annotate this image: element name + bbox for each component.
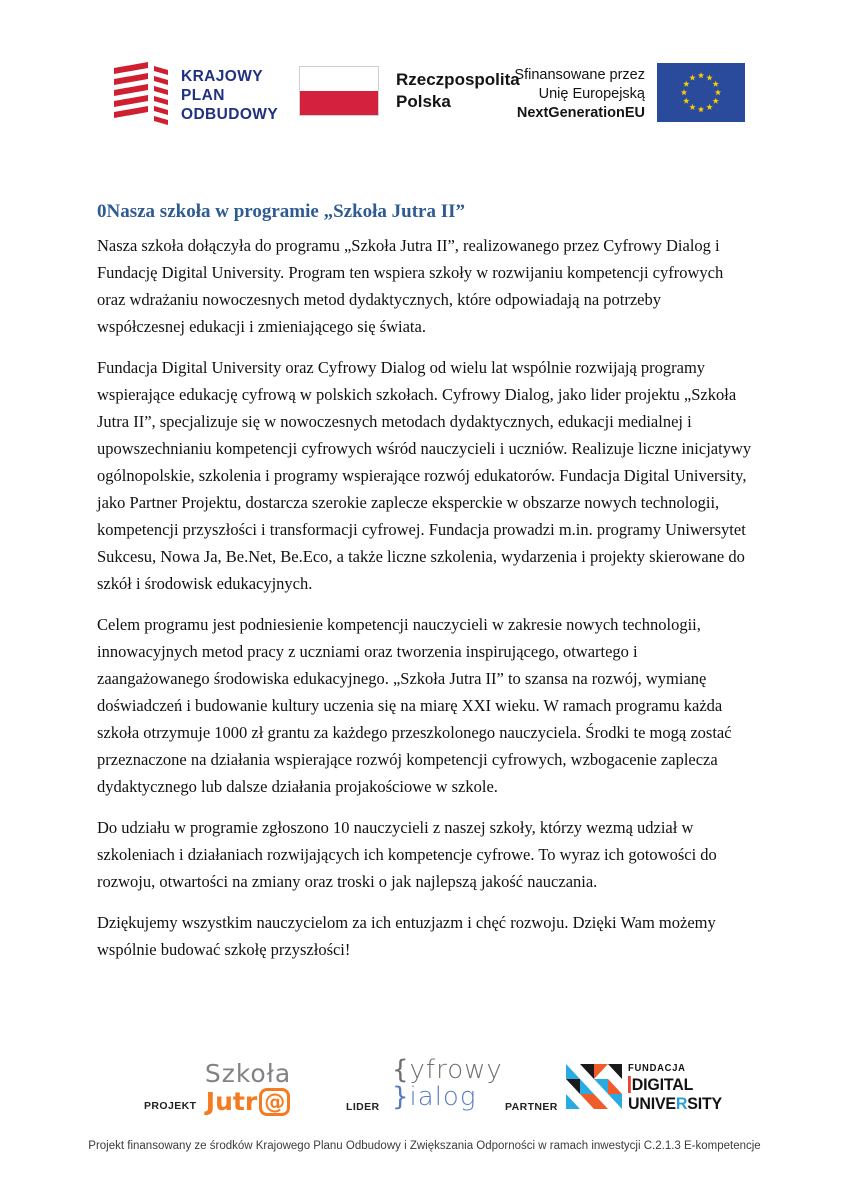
jutr-text: Jutr: [205, 1086, 258, 1116]
poland-line: Polska: [396, 92, 451, 111]
du-mosaic-icon: [566, 1064, 622, 1109]
szkola-jutra-logo: [192, 1060, 304, 1116]
article: [97, 201, 753, 977]
szkola-jutra-word-jutra: [192, 1088, 304, 1117]
poland-flag-icon: [299, 66, 379, 116]
funding-note: Projekt finansowany ze środków Krajowego Planu Odbudowy i Zwiększania Odporności w ramach inwestycji C.2.1.3 E-kompetencje: [88, 1140, 761, 1152]
szkola-jutra-word-szkola: Szkoła: [204, 1059, 292, 1088]
yfrowy-text: yfrowy: [409, 1055, 503, 1085]
paragraph-1: Nasza szkoła dołączyła do programu „Szkoła Jutra II”, realizowanego przez Cyfrowy Dialog i Fundację Digital University. Program ten wspiera szkoły w rozwijaniu kompetencji cyfrowych oraz wdrażaniu nowoczesnych metod dydaktycznych, które odpowiadają na potrzeby współczesnej edukacji i zmieniającego się świata.: [97, 236, 724, 336]
c-brace-icon: {: [392, 1055, 410, 1085]
du-univ-pre: UNIVE: [628, 1094, 676, 1113]
at-badge-icon: @: [259, 1088, 290, 1116]
lider-label: LIDER: [346, 1101, 380, 1113]
du-logo-text: [628, 1064, 722, 1112]
ialog-text: ialog: [409, 1081, 477, 1112]
digital-university-logo: [566, 1064, 728, 1112]
d-brace-icon: }: [392, 1081, 410, 1112]
kpo-line: ODBUDOWY: [181, 106, 279, 123]
du-line-digital: DIGITAL: [628, 1076, 722, 1093]
poland-logo: [299, 66, 520, 116]
kpo-building-icon: [112, 60, 170, 132]
kpo-logo-text: [181, 60, 278, 124]
du-univ-post: SITY: [687, 1094, 723, 1113]
paragraph-2: Fundacja Digital University oraz Cyfrowy Dialog od wielu lat wspólnie rozwijają programy wspierające edukację cyfrową w polskich szkołach. Cyfrowy Dialog, jako lider projektu „Szkoła Jutra II”, specjalizuje się w nowoczesnych metodach dydaktycznych, edukacji medialnej i upowszechnianiu kompetencji cyfrowych wśród nauczycieli i uczniów. Realizuje liczne inicjatywy ogólnopolskie, szkolenia i programy wspierające rozwój edukatorów. Fundacja Digital University, jako Partner Projektu, dostarcza szerokie zaplecze eksperckie w obszarze nowych technologii, kompetencji przyszłości i transformacji cyfrowej. Fundacja prowadzi m.in. programy Uniwersytet Sukcesu, Nowa Ja, Be.Net, Be.Eco, a także liczne szkolenia, wydarzenia i projekty skierowane do szkół i środowisk edukacyjnych.: [97, 358, 752, 593]
eu-funding-logo: [492, 63, 745, 123]
eu-flag-icon: [657, 63, 745, 122]
kpo-line: PLAN: [181, 87, 225, 104]
paragraph-5: Dziękujemy wszystkim nauczycielom za ich entuzjazm i chęć rozwoju. Dzięki Wam możemy wspólnie budować szkołę przyszłości!: [97, 913, 716, 959]
projekt-label: PROJEKT: [144, 1100, 197, 1112]
du-line-university: [628, 1095, 722, 1112]
eu-funding-text: [492, 63, 645, 123]
eu-line-nextgeneu: NextGenerationEU: [516, 105, 645, 121]
eu-line: Sfinansowane przez: [514, 67, 645, 83]
kpo-logo: [112, 60, 278, 132]
poland-line: Rzeczpospolita: [396, 70, 520, 89]
dialog-word: [392, 1083, 503, 1112]
du-univ-accent: R: [675, 1094, 688, 1113]
eu-line: Unię Europejską: [538, 86, 645, 102]
du-line-fundacja: FUNDACJA: [628, 1063, 686, 1074]
cyfrowy-dialog-logo: [392, 1056, 503, 1111]
partner-label: PARTNER: [505, 1101, 558, 1113]
paragraph-3: Celem programu jest podniesienie kompetencji nauczycieli w zakresie nowych technologii, innowacyjnych metod pracy z uczniami oraz tworzenia inspirującego, otwartego i zaangażowanego środowiska edukacyjnego. „Szkoła Jutra II” to szansa na rozwój, wymianę doświadczeń i budowanie kultury uczenia się na miarę XXI wieku. W ramach programu każda szkoła otrzymuje 1000 zł grantu za każdego przeszkolonego nauczyciela. Środki te mogą zostać przeznaczone na działania wspierające rozwój kompetencji cyfrowych, wzbogacenie zaplecza dydaktycznego lub dalsze działania projakościowe w szkole.: [97, 615, 732, 796]
kpo-line: KRAJOWY: [181, 68, 264, 85]
paragraph-4: Do udziału w programie zgłoszono 10 nauczycieli z naszej szkoły, którzy wezmą udział w szkoleniach i działaniach rozwijających ich kompetencje cyfrowe. To wyraz ich gotowości do rozwoju, otwartości na zmiany oraz troski o jak najlepszą jakość nauczania.: [97, 818, 717, 891]
article-title: 0Nasza szkoła w programie „Szkoła Jutra II”: [97, 201, 466, 222]
